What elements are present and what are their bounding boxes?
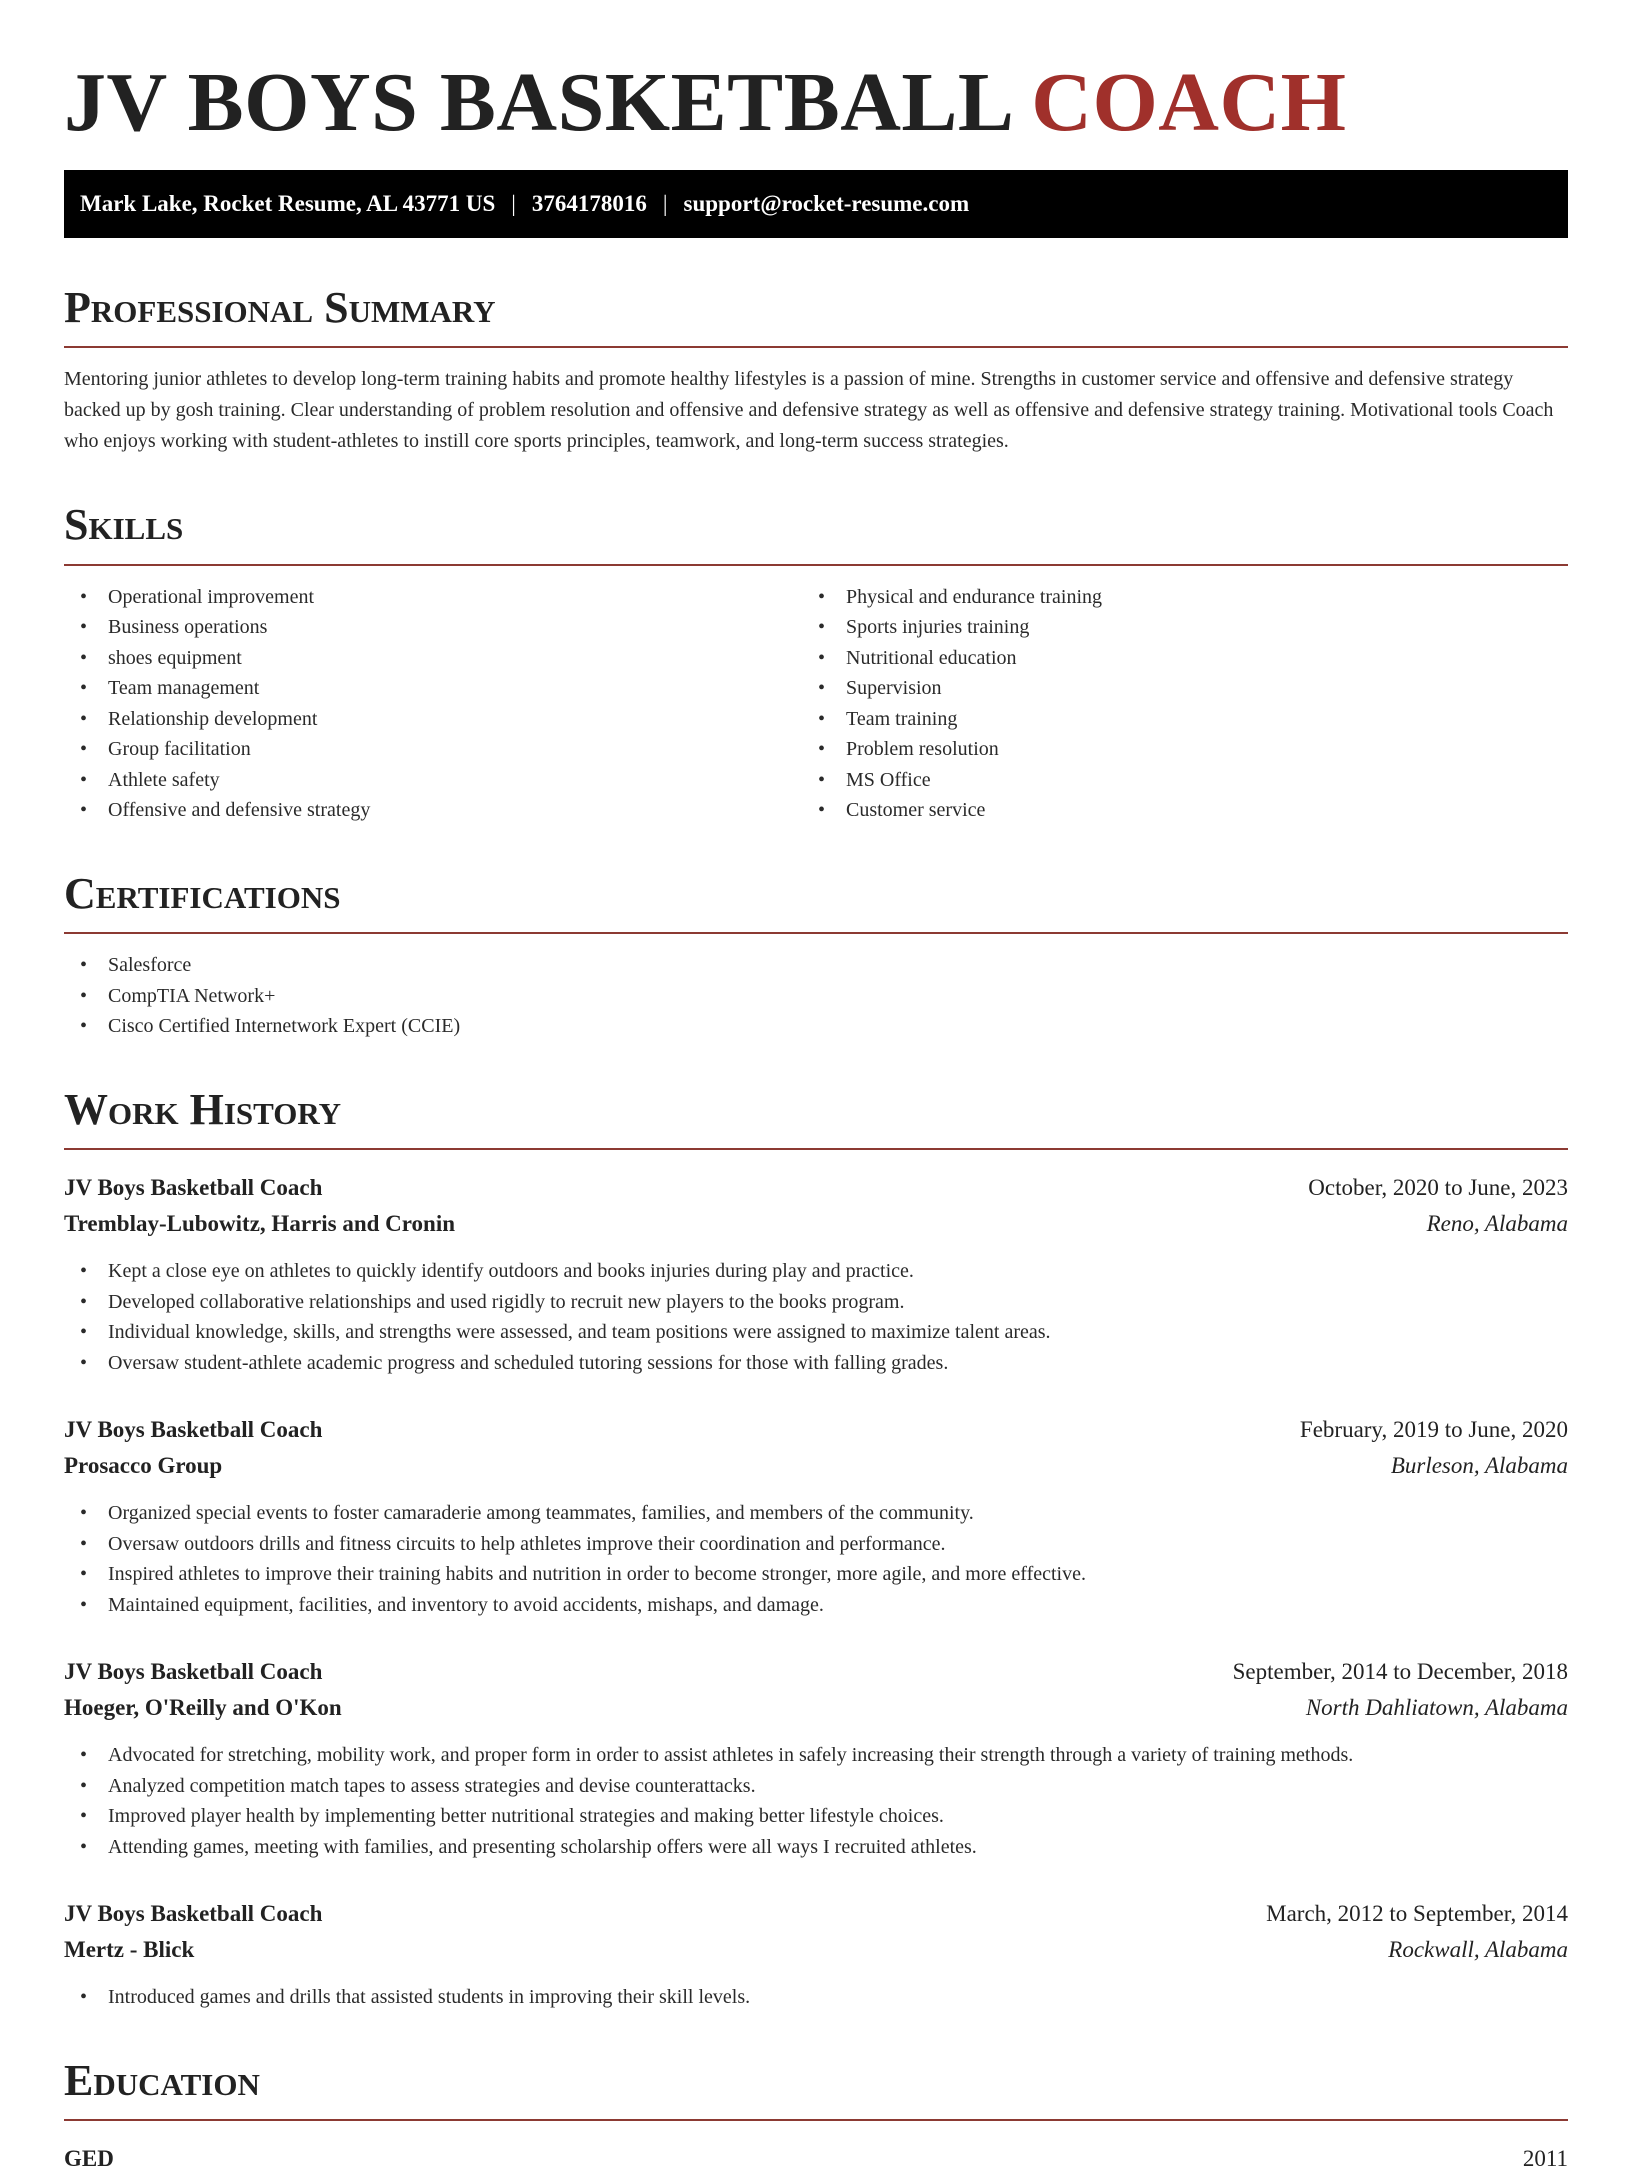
job-dates: October, 2020 to June, 2023 <box>1308 1175 1568 1201</box>
job-dates: September, 2014 to December, 2018 <box>1232 1659 1568 1685</box>
job-duty-item: • Analyzed competition match tapes to assess strategies and devise counterattacks. <box>64 1771 1568 1802</box>
education-year: 2011 <box>1522 2146 1568 2172</box>
job-location: Reno, Alabama <box>1426 1211 1568 1237</box>
certifications-list <box>64 950 1568 1042</box>
job-duty-item: • Maintained equipment, facilities, and inventory to avoid accidents, mishaps, and damage. <box>64 1590 1568 1621</box>
skill-item: • Problem resolution <box>816 734 1568 765</box>
name-main: JV BOYS BASKETBALL <box>64 56 1010 149</box>
skills-list <box>64 582 1568 826</box>
skill-item: • Relationship development <box>64 704 816 735</box>
certification-item: • Salesforce <box>64 950 1568 981</box>
job-title: JV Boys Basketball Coach <box>64 1659 323 1685</box>
skill-item: • Supervision <box>816 673 1568 704</box>
job-company: Tremblay-Lubowitz, Harris and Cronin <box>64 1211 456 1237</box>
job-duty-item: • Oversaw outdoors drills and fitness circuits to help athletes improve their coordination and performance. <box>64 1529 1568 1560</box>
contact-address: Mark Lake, Rocket Resume, AL 43771 US <box>80 191 496 217</box>
contact-email[interactable]: support@rocket-resume.com <box>683 191 970 217</box>
job-duty-item: • Attending games, meeting with families, and presenting scholarship offers were all ways I recruited athletes. <box>64 1832 1568 1863</box>
summary-heading: Professional Summary <box>64 284 1568 348</box>
job-title: JV Boys Basketball Coach <box>64 1901 323 1927</box>
job-duty-item: • Improved player health by implementing better nutritional strategies and making better lifestyle choices. <box>64 1801 1568 1832</box>
skill-item: • Nutritional education <box>816 643 1568 674</box>
job-location: Burleson, Alabama <box>1390 1453 1568 1479</box>
job-location: North Dahliatown, Alabama <box>1305 1695 1568 1721</box>
skill-item: • Team management <box>64 673 816 704</box>
job-dates: March, 2012 to September, 2014 <box>1266 1901 1568 1927</box>
skill-item: • MS Office <box>816 765 1568 796</box>
skill-item: • Operational improvement <box>64 582 816 613</box>
certification-item: • CompTIA Network+ <box>64 981 1568 1012</box>
work-history-heading: Work History <box>64 1086 1568 1150</box>
skills-heading: Skills <box>64 501 1568 565</box>
job-duties <box>64 1740 1568 1862</box>
job-duty-item: • Individual knowledge, skills, and strengths were assessed, and team positions were assigned to maximize talent areas. <box>64 1317 1568 1348</box>
skill-item: • shoes equipment <box>64 643 816 674</box>
education-heading: Education <box>64 2057 1568 2121</box>
skills-column-left <box>64 582 816 826</box>
job-duties <box>64 1498 1568 1620</box>
skill-item: • Physical and endurance training <box>816 582 1568 613</box>
skill-item: • Sports injuries training <box>816 612 1568 643</box>
contact-phone[interactable]: 3764178016 <box>531 191 647 217</box>
job-duty-item: • Oversaw student-athlete academic progress and scheduled tutoring sessions for those with falling grades. <box>64 1348 1568 1379</box>
job-duty-item: • Developed collaborative relationships and used rigidly to recruit new players to the books program. <box>64 1287 1568 1318</box>
skill-item: • Customer service <box>816 795 1568 826</box>
skill-item: • Team training <box>816 704 1568 735</box>
job-duty-item: • Kept a close eye on athletes to quickly identify outdoors and books injuries during play and practice. <box>64 1256 1568 1287</box>
skill-item: • Offensive and defensive strategy <box>64 795 816 826</box>
job-duty-item: • Advocated for stretching, mobility work, and proper form in order to assist athletes in safely increasing their strength through a variety of training methods. <box>64 1740 1568 1771</box>
job-dates: February, 2019 to June, 2020 <box>1299 1417 1568 1443</box>
certification-item: • Cisco Certified Internetwork Expert (CCIE) <box>64 1011 1568 1042</box>
job-duties <box>64 1256 1568 1378</box>
skill-item: • Group facilitation <box>64 734 816 765</box>
job-company: Mertz - Blick <box>64 1937 195 1963</box>
job-title: JV Boys Basketball Coach <box>64 1417 323 1443</box>
skill-item: • Business operations <box>64 612 816 643</box>
contact-bar <box>64 170 1568 238</box>
job-duty-item: • Introduced games and drills that assisted students in improving their skill levels. <box>64 1982 1568 2013</box>
job-title: JV Boys Basketball Coach <box>64 1175 323 1201</box>
job-entry <box>64 1654 1568 1862</box>
skill-item: • Athlete safety <box>64 765 816 796</box>
job-duty-item: • Inspired athletes to improve their training habits and nutrition in order to become stronger, more agile, and more effective. <box>64 1559 1568 1590</box>
resume-name <box>64 0 1568 150</box>
job-company: Prosacco Group <box>64 1453 223 1479</box>
job-duties <box>64 1982 1568 2013</box>
job-duty-item: • Organized special events to foster camaraderie among teammates, families, and members of the community. <box>64 1498 1568 1529</box>
skills-column-right <box>816 582 1568 826</box>
certifications-heading: Certifications <box>64 870 1568 934</box>
job-location: Rockwall, Alabama <box>1388 1937 1568 1963</box>
job-company: Hoeger, O'Reilly and O'Kon <box>64 1695 342 1721</box>
contact-separator: | <box>662 191 668 217</box>
job-entry <box>64 1170 1568 1378</box>
job-entry <box>64 1412 1568 1620</box>
contact-separator: | <box>511 191 516 217</box>
education-degree: GED <box>64 2146 114 2172</box>
education-entry <box>64 2141 1568 2177</box>
name-accent: COACH <box>1031 56 1347 149</box>
summary-text: Mentoring junior athletes to develop long-term training habits and promote healthy lifestyles is a passion of mine. Strengths in customer service and offensive and defensive strategy backed up by gosh training. Clear understanding of problem resolution and offensive and defensive strategy as well as offensive and defensive strategy training. Motivational tools Coach who enjoys working with student-athletes to instill core sports principles, teamwork, and long-term success strategies. <box>64 368 1554 453</box>
job-entry <box>64 1896 1568 2013</box>
